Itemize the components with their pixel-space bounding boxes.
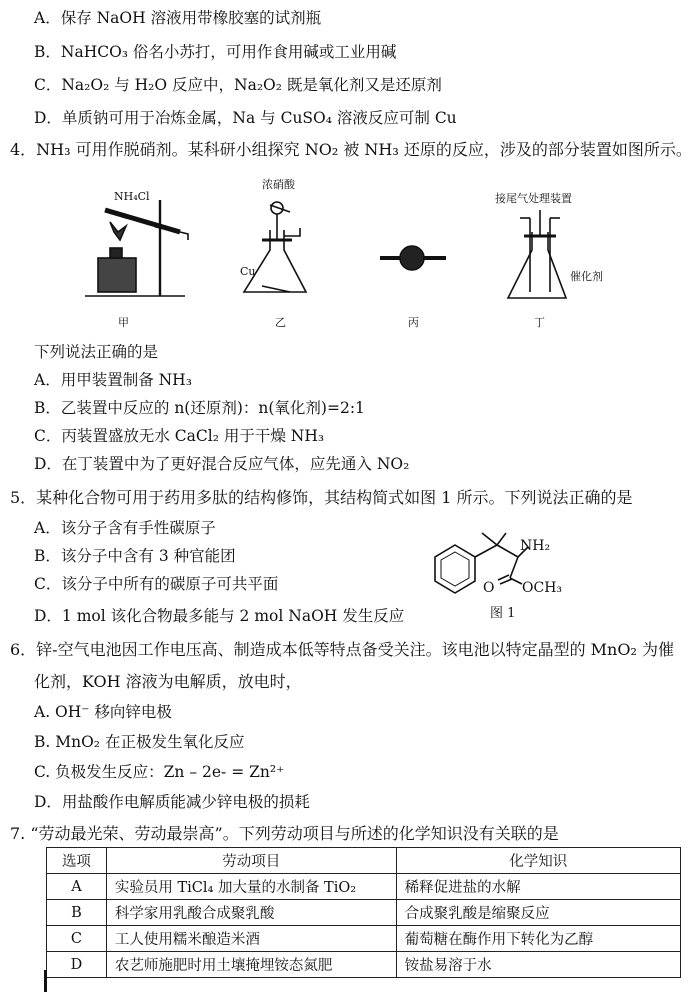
q5-option-c: C．该分子中所有的碳原子可共平面 [34, 575, 279, 593]
q3-option-a: A．保存 NaOH 溶液用带橡胶塞的试剂瓶 [34, 9, 322, 27]
q4-prompt: 下列说法正确的是 [34, 343, 159, 361]
q7-table [46, 847, 681, 978]
cell-labor: 科学家用乳酸合成聚乳酸 [106, 900, 396, 926]
header-labor: 劳动项目 [106, 848, 396, 874]
label-yi: 乙 [275, 316, 286, 329]
cell-option: D [47, 952, 107, 978]
cell-knowledge: 稀释促进盐的水解 [396, 874, 680, 900]
table-row [47, 900, 681, 926]
cell-labor: 实验员用 TiCl₄ 加大量的水制备 TiO₂ [106, 874, 396, 900]
q6-stem-line2: 化剂，KOH 溶液为电解质，放电时， [34, 672, 302, 691]
cell-labor: 农艺师施肥时用土壤掩埋铵态氮肥 [106, 952, 396, 978]
q5-option-d: D．1 mol 该化合物最多能与 2 mol NaOH 发生反应 [34, 607, 405, 625]
label-catalyst: 催化剂 [570, 270, 603, 283]
q5-stem: 5．某种化合物可用于药用多肽的结构修饰，其结构简式如图 1 所示。下列说法正确的是 [10, 488, 633, 507]
q6-stem-line1: 6．锌-空气电池因工作电压高、制造成本低等特点备受关注。该电池以特定晶型的 MnO₂ 为催 [10, 640, 674, 659]
header-knowledge: 化学知识 [396, 848, 680, 874]
table-row [47, 926, 681, 952]
q6-option-d: D．用盐酸作电解质能减少锌电极的损耗 [34, 793, 310, 811]
table-row [47, 874, 681, 900]
label-cu: Cu [240, 265, 256, 278]
q6-option-c: C. 负极发生反应：Zn – 2e- = Zn²⁺ [34, 763, 285, 781]
q5-option-a: A．该分子含有手性碳原子 [34, 519, 216, 537]
table-header-row [47, 848, 681, 874]
q5-option-b: B．该分子中含有 3 种官能团 [34, 547, 236, 565]
q4-option-c: C．丙装置盛放无水 CaCl₂ 用于干燥 NH₃ [34, 427, 325, 445]
label-o: O [483, 580, 495, 596]
label-nh2: NH₂ [520, 538, 551, 554]
q6-option-a: A. OH⁻ 移向锌电极 [34, 703, 172, 721]
q3-option-b: B．NaHCO₃ 俗名小苏打，可用作食用碱或工业用碱 [34, 43, 397, 61]
q3-option-c: C．Na₂O₂ 与 H₂O 反应中，Na₂O₂ 既是氧化剂又是还原剂 [34, 76, 442, 94]
label-och3: OCH₃ [522, 580, 563, 596]
cell-knowledge: 合成聚乳酸是缩聚反应 [396, 900, 680, 926]
q4-stem: 4．NH₃ 可用作脱硝剂。某科研小组探究 NO₂ 被 NH₃ 还原的反应，涉及的部分装置如图所示。 [10, 140, 692, 159]
q6-option-b: B. MnO₂ 在正极发生氧化反应 [34, 733, 245, 751]
q4-option-d: D．在丁装置中为了更好混合反应气体，应先通入 NO₂ [34, 455, 410, 473]
cell-knowledge: 葡萄糖在酶作用下转化为乙醇 [396, 926, 680, 952]
header-option: 选项 [47, 848, 107, 874]
q4-option-b: B．乙装置中反应的 n(还原剂)：n(氧化剂)=2:1 [34, 399, 365, 417]
q4-option-a: A．用甲装置制备 NH₃ [34, 371, 192, 389]
figure-caption: 图 1 [490, 606, 516, 621]
label-ding: 丁 [534, 316, 545, 329]
label-jia: 甲 [118, 316, 129, 329]
label-conc-acid: 浓硝酸 [262, 178, 295, 191]
label-tail-gas: 接尾气处理装置 [495, 192, 572, 205]
page-edge-mark [44, 970, 47, 992]
q7-stem: 7. “劳动最光荣、劳动最崇高”。下列劳动项目与所述的化学知识没有关联的是 [10, 824, 559, 843]
cell-option: C [47, 926, 107, 952]
label-nh4cl: NH₄Cl [114, 190, 150, 203]
label-bing: 丙 [408, 316, 419, 329]
table-row [47, 952, 681, 978]
q3-option-d: D．单质钠可用于冶炼金属，Na 与 CuSO₄ 溶液反应可制 Cu [34, 109, 457, 127]
cell-labor: 工人使用糯米酿造米酒 [106, 926, 396, 952]
cell-option: B [47, 900, 107, 926]
cell-option: A [47, 874, 107, 900]
cell-knowledge: 铵盐易溶于水 [396, 952, 680, 978]
